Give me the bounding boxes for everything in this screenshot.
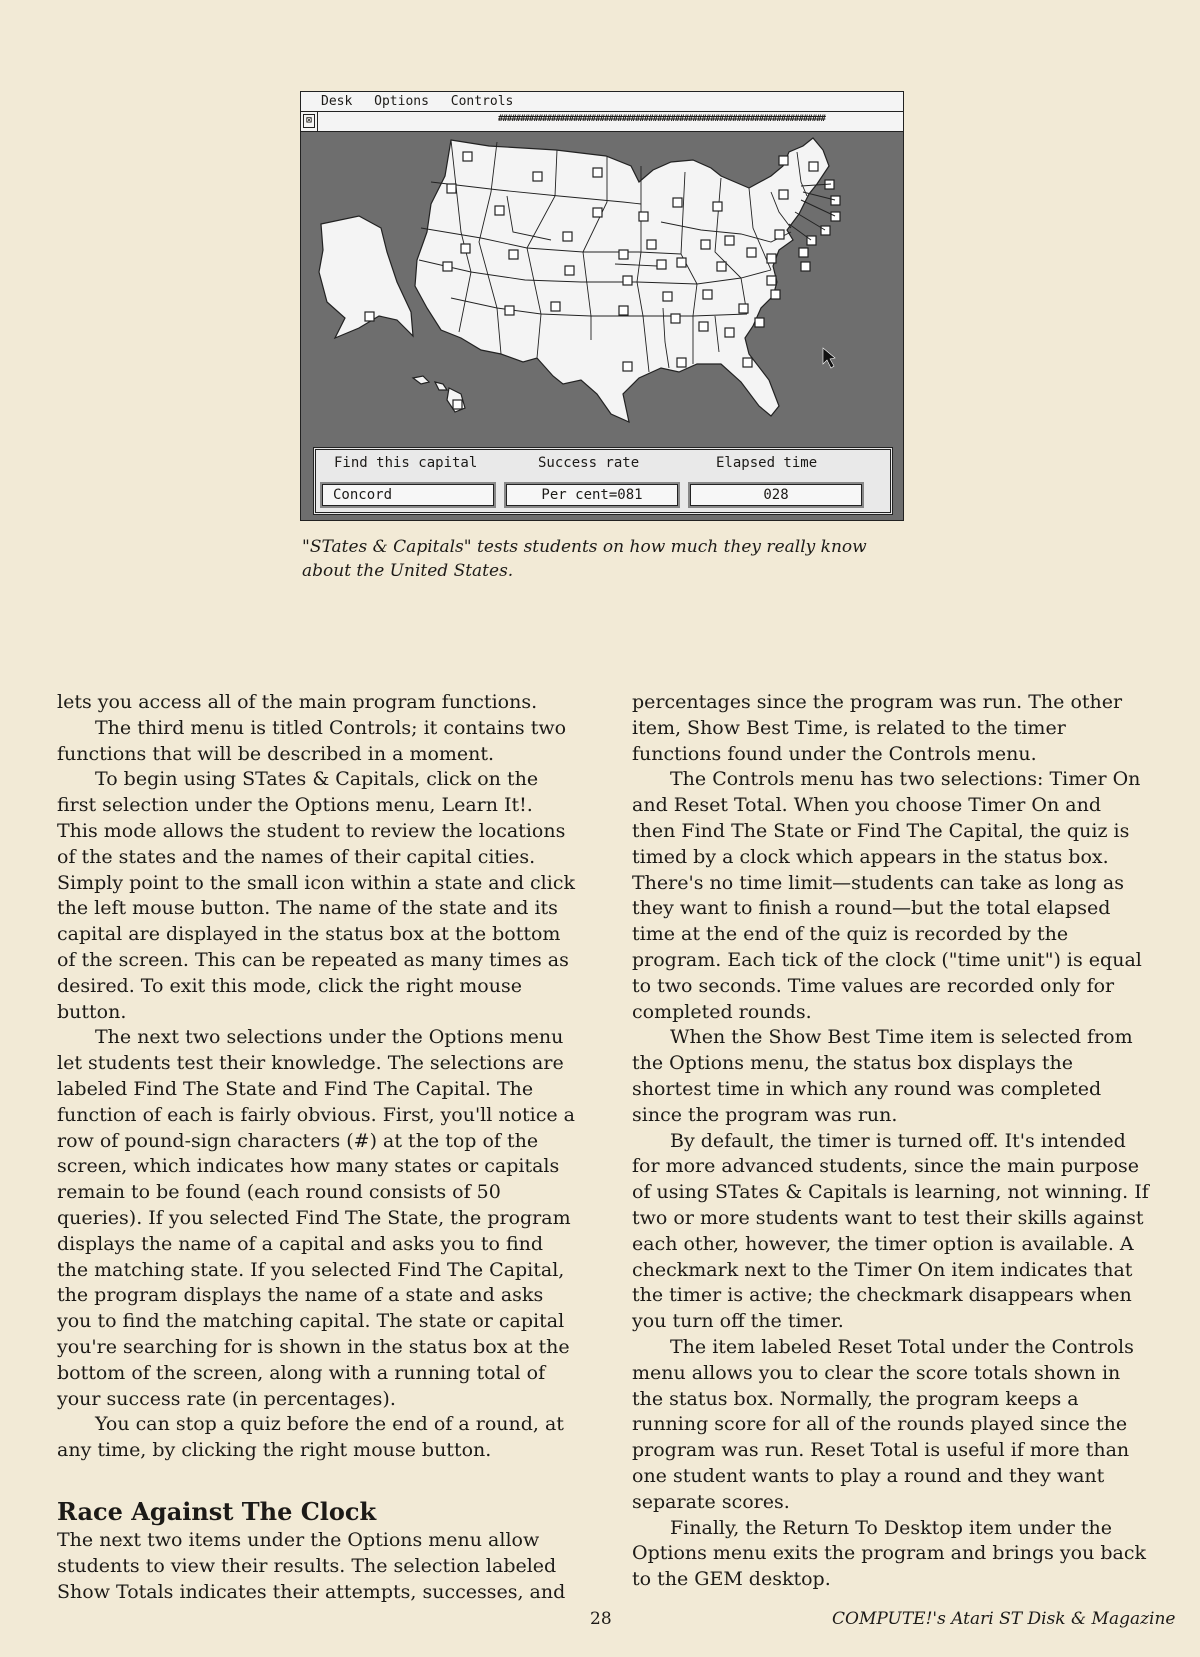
state-icon[interactable] bbox=[647, 240, 656, 249]
state-icon[interactable] bbox=[447, 184, 456, 193]
state-icon[interactable] bbox=[779, 156, 788, 165]
state-icon[interactable] bbox=[775, 230, 784, 239]
state-icon[interactable] bbox=[461, 244, 470, 253]
state-icon[interactable] bbox=[831, 196, 840, 205]
status-header-success: Success rate bbox=[538, 455, 640, 471]
publication-name: COMPUTE!'s Atari ST Disk & Magazine bbox=[832, 1609, 1176, 1629]
page-number: 28 bbox=[590, 1609, 612, 1629]
leader-line bbox=[801, 200, 835, 216]
map-land bbox=[319, 138, 829, 422]
state-icon[interactable] bbox=[771, 290, 780, 299]
figure-caption: "STates & Capitals" tests students on how much they really know about the United States. bbox=[302, 537, 867, 581]
paragraph: lets you access all of the main program functions. bbox=[57, 691, 538, 713]
state-icon[interactable] bbox=[365, 312, 374, 321]
status-value-target: Concord bbox=[322, 484, 494, 506]
title-divider bbox=[317, 112, 318, 131]
state-icon[interactable] bbox=[677, 358, 686, 367]
leader-line bbox=[789, 224, 811, 240]
paragraph: The third menu is titled Controls; it contains two functions that will be described in a moment. bbox=[57, 716, 567, 765]
state-icon[interactable] bbox=[725, 236, 734, 245]
state-icon[interactable] bbox=[713, 202, 722, 211]
state-icon[interactable] bbox=[831, 212, 840, 221]
state-icon[interactable] bbox=[563, 232, 572, 241]
section-heading: Race Against The Clock bbox=[57, 1496, 377, 1526]
paragraph: By default, the timer is turned off. It's intended for more advanced students, since the main purpose of using STates & Capitals is learning, not winning. If two or more students want to test their skills against each other, however, the timer option is available. A checkmark next to the Timer On item indicates that the timer is active; the checkmark disappears when you turn off the timer. bbox=[632, 1129, 1149, 1333]
close-box-icon[interactable]: ⊠ bbox=[303, 114, 315, 128]
state-icon[interactable] bbox=[495, 206, 504, 215]
state-icon[interactable] bbox=[533, 172, 542, 181]
state-icon[interactable] bbox=[663, 292, 672, 301]
state-icon[interactable] bbox=[623, 276, 632, 285]
state-icon[interactable] bbox=[807, 236, 816, 245]
status-value-elapsed: 028 bbox=[690, 484, 862, 506]
status-header-elapsed: Elapsed time bbox=[716, 455, 818, 471]
paragraph: To begin using STates & Capitals, click on the first selection under the Options menu, Learn It!. This mode allows the student to review the locations of the states and the names of their capital cities. Simply point to the small icon within a state and click the left mouse button. The name of the state and its capital are displayed in the status box at the bottom of the screen. This can be repeated as many times as desired. To exit this mode, click the right mouse button. bbox=[57, 768, 575, 1023]
paragraph: The Controls menu has two selections: Timer On and Reset Total. When you choose Timer On and then Find The State or Find The Capital, the quiz is timed by a clock which appears in the status box. There's no time limit—students can take as long as they want to finish a round—but the total elapsed time at the end of the quiz is recorded by the program. Each tick of the clock ("time unit") is equal to two seconds. Time values are recorded only for completed rounds. bbox=[632, 768, 1142, 1023]
state-icon[interactable] bbox=[443, 262, 452, 271]
state-icon[interactable] bbox=[717, 262, 726, 271]
state-icon[interactable] bbox=[821, 226, 830, 235]
state-icon[interactable] bbox=[623, 362, 632, 371]
state-icon[interactable] bbox=[725, 328, 734, 337]
state-icon[interactable] bbox=[677, 258, 686, 267]
state-icon[interactable] bbox=[801, 262, 810, 271]
menu-controls[interactable]: Controls bbox=[450, 94, 514, 109]
state-icon[interactable] bbox=[747, 248, 756, 257]
left-column bbox=[57, 690, 575, 1605]
state-icon[interactable] bbox=[619, 250, 628, 259]
right-column bbox=[632, 690, 1150, 1593]
state-icon[interactable] bbox=[657, 260, 666, 269]
program-screenshot bbox=[300, 91, 904, 521]
state-icon[interactable] bbox=[743, 358, 752, 367]
us-map bbox=[301, 132, 903, 444]
state-icon[interactable] bbox=[779, 190, 788, 199]
menu-bar bbox=[301, 92, 903, 112]
state-icon[interactable] bbox=[505, 306, 514, 315]
state-icon[interactable] bbox=[739, 304, 748, 313]
menu-desk[interactable]: Desk bbox=[321, 94, 353, 109]
state-icon[interactable] bbox=[755, 318, 764, 327]
state-icon[interactable] bbox=[809, 162, 818, 171]
paragraph: Finally, the Return To Desktop item under the Options menu exits the program and brings you back to the GEM desktop. bbox=[632, 1516, 1146, 1591]
status-value-success: Per cent=081 bbox=[506, 484, 678, 506]
paragraph: The next two selections under the Options menu let students test their knowledge. The selections are labeled Find The State and Find The Capital. The function of each is fairly obvious. First, you'll notice a row of pound-sign characters (#) at the top of the screen, which indicates how many states or capitals remain to be found (each round consists of 50 queries). If you selected Find The State, the program displays the name of a capital and asks you to find the matching state. If you selected Find The Capital, the program displays the name of a state and asks you to find the matching capital. The state or capital you're searching for is shown in the status box at the bottom of the screen, along with a running total of your success rate (in percentages). bbox=[57, 1026, 576, 1410]
paragraph: The next two items under the Options menu allow students to view their results. The selection labeled Show Totals indicates their attempts, successes, and bbox=[57, 1528, 566, 1603]
state-icon[interactable] bbox=[565, 266, 574, 275]
state-icon[interactable] bbox=[593, 208, 602, 217]
window-title-bar bbox=[301, 112, 903, 132]
state-icon[interactable] bbox=[551, 302, 560, 311]
mouse-pointer-icon bbox=[823, 348, 835, 368]
state-icon[interactable] bbox=[593, 168, 602, 177]
state-icon[interactable] bbox=[767, 276, 776, 285]
remaining-queries-indicator: ########################################################################## bbox=[498, 114, 825, 124]
paragraph: The item labeled Reset Total under the Controls menu allows you to clear the score totals shown in the status box. Normally, the program keeps a running score for all of the rounds played since the program was run. Reset Total is useful if more than one student wants to play a round and they want separate scores. bbox=[632, 1335, 1134, 1513]
menu-options[interactable]: Options bbox=[374, 94, 429, 109]
state-icon[interactable] bbox=[639, 212, 648, 221]
status-box bbox=[313, 447, 893, 515]
paragraph: You can stop a quiz before the end of a round, at any time, by clicking the right mouse button. bbox=[57, 1413, 564, 1462]
state-icon[interactable] bbox=[673, 198, 682, 207]
hawaii-outline bbox=[435, 382, 447, 390]
state-icon[interactable] bbox=[509, 250, 518, 259]
state-icon[interactable] bbox=[703, 290, 712, 299]
hawaii-outline bbox=[413, 376, 429, 384]
leader-line bbox=[795, 212, 825, 230]
state-icon[interactable] bbox=[619, 306, 628, 315]
status-header-find: Find this capital bbox=[334, 455, 478, 471]
state-icon[interactable] bbox=[671, 314, 680, 323]
state-icon[interactable] bbox=[799, 248, 808, 257]
state-icon[interactable] bbox=[701, 240, 710, 249]
paragraph: percentages since the program was run. The other item, Show Best Time, is related to the timer functions found under the Controls menu. bbox=[632, 691, 1123, 765]
state-icon[interactable] bbox=[767, 254, 776, 263]
state-icon[interactable] bbox=[463, 152, 472, 161]
state-icon[interactable] bbox=[699, 322, 708, 331]
state-icon[interactable] bbox=[453, 400, 462, 409]
paragraph: When the Show Best Time item is selected from the Options menu, the status box displays the shortest time in which any round was completed since the program was run. bbox=[632, 1026, 1133, 1126]
